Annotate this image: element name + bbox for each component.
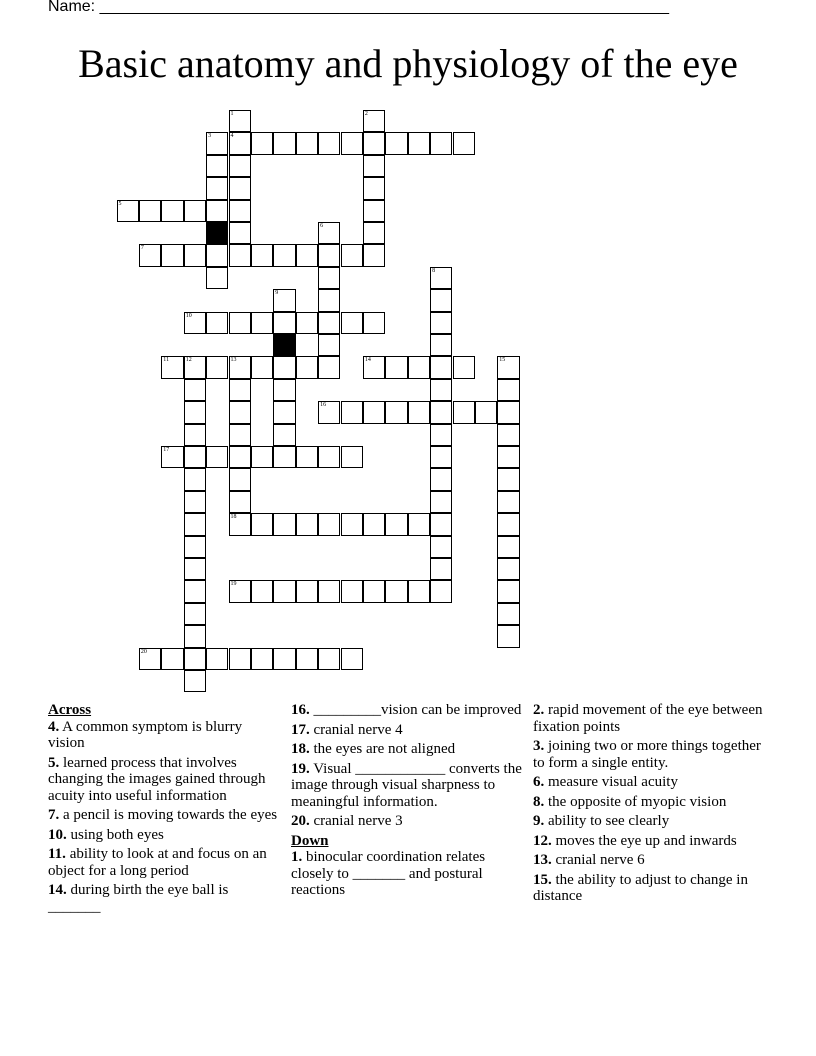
grid-cell[interactable] bbox=[497, 625, 519, 647]
clue-text: cranial nerve 4 bbox=[309, 721, 403, 738]
grid-cell[interactable] bbox=[184, 580, 206, 602]
grid-cell[interactable] bbox=[229, 468, 251, 490]
clue-number: 3. bbox=[533, 738, 545, 754]
grid-cell[interactable] bbox=[229, 401, 251, 423]
grid-cell[interactable] bbox=[318, 289, 340, 311]
grid-cell[interactable] bbox=[363, 222, 385, 244]
grid-cell[interactable] bbox=[206, 312, 228, 334]
grid-cell[interactable] bbox=[385, 132, 407, 154]
cell-number: 4 bbox=[230, 133, 234, 140]
grid-cell[interactable] bbox=[206, 356, 228, 378]
cell-number: 9 bbox=[275, 290, 279, 297]
block-cell bbox=[273, 334, 295, 356]
grid-cell[interactable] bbox=[184, 200, 206, 222]
grid-cell[interactable] bbox=[273, 289, 295, 311]
grid-cell[interactable] bbox=[251, 446, 273, 468]
grid-cell[interactable] bbox=[318, 334, 340, 356]
grid-cell[interactable] bbox=[430, 334, 452, 356]
grid-cell[interactable] bbox=[408, 580, 430, 602]
clue-number: 13. bbox=[533, 852, 552, 868]
grid-cell[interactable] bbox=[341, 648, 363, 670]
clue-item bbox=[48, 846, 280, 879]
grid-cell[interactable] bbox=[251, 244, 273, 266]
across-clue-list bbox=[48, 719, 280, 916]
clue-text: cranial nerve 6 bbox=[551, 852, 645, 868]
clue-number: 2. bbox=[533, 702, 545, 718]
clue-text: moves the eye up and inwards bbox=[551, 832, 737, 849]
grid-cell[interactable] bbox=[184, 670, 206, 692]
grid-cell[interactable] bbox=[430, 379, 452, 401]
clue-number: 5. bbox=[48, 754, 60, 771]
grid-cell[interactable] bbox=[430, 491, 452, 513]
grid-cell[interactable] bbox=[184, 379, 206, 401]
clue-number: 16. bbox=[291, 702, 310, 718]
clue-item bbox=[291, 722, 527, 739]
grid-cell[interactable] bbox=[273, 244, 295, 266]
clue-item bbox=[533, 872, 763, 905]
grid-cell[interactable] bbox=[341, 244, 363, 266]
grid-cell[interactable] bbox=[184, 536, 206, 558]
clue-text: A common symptom is blurry vision bbox=[48, 718, 243, 751]
grid-cell[interactable] bbox=[273, 424, 295, 446]
grid-cell[interactable] bbox=[251, 132, 273, 154]
grid-cell[interactable] bbox=[408, 132, 430, 154]
grid-cell[interactable] bbox=[497, 424, 519, 446]
clue-item bbox=[533, 774, 763, 791]
name-field-label: Name: ________________________________________________________________ bbox=[48, 0, 670, 15]
grid-cell[interactable] bbox=[408, 356, 430, 378]
grid-cell[interactable] bbox=[385, 580, 407, 602]
grid-cell[interactable] bbox=[139, 648, 161, 670]
grid-cell[interactable] bbox=[497, 558, 519, 580]
grid-cell[interactable] bbox=[318, 446, 340, 468]
grid-cell[interactable] bbox=[161, 648, 183, 670]
grid-cell[interactable] bbox=[229, 132, 251, 154]
grid-cell[interactable] bbox=[206, 155, 228, 177]
grid-cell[interactable] bbox=[475, 401, 497, 423]
grid-cell[interactable] bbox=[363, 356, 385, 378]
clue-text: _________vision can be improved bbox=[309, 702, 522, 718]
grid-cell[interactable] bbox=[206, 200, 228, 222]
grid-cell[interactable] bbox=[453, 132, 475, 154]
grid-cell[interactable] bbox=[497, 513, 519, 535]
grid-cell[interactable] bbox=[229, 424, 251, 446]
clue-text: ability to see clearly bbox=[544, 813, 670, 829]
grid-cell[interactable] bbox=[139, 200, 161, 222]
grid-cell[interactable] bbox=[251, 580, 273, 602]
clue-text: the eyes are not aligned bbox=[309, 741, 456, 757]
clue-number: 15. bbox=[533, 871, 552, 888]
grid-cell[interactable] bbox=[430, 312, 452, 334]
grid-cell[interactable] bbox=[363, 580, 385, 602]
grid-cell[interactable] bbox=[184, 244, 206, 266]
grid-cell[interactable] bbox=[363, 200, 385, 222]
grid-cell[interactable] bbox=[184, 356, 206, 378]
page-title: Basic anatomy and physiology of the eye bbox=[78, 41, 738, 86]
across-clue-list-continued bbox=[291, 702, 527, 830]
grid-cell[interactable] bbox=[229, 155, 251, 177]
grid-cell[interactable] bbox=[430, 580, 452, 602]
grid-cell[interactable] bbox=[273, 356, 295, 378]
grid-cell[interactable] bbox=[341, 132, 363, 154]
clue-number: 1. bbox=[291, 849, 303, 865]
grid-cell[interactable] bbox=[363, 513, 385, 535]
grid-cell[interactable] bbox=[184, 625, 206, 647]
clue-number: 9. bbox=[533, 813, 545, 829]
clue-text: cranial nerve 3 bbox=[309, 813, 403, 829]
grid-cell[interactable] bbox=[296, 312, 318, 334]
clue-item bbox=[48, 755, 280, 805]
clue-number: 20. bbox=[291, 813, 310, 829]
grid-cell[interactable] bbox=[497, 491, 519, 513]
grid-cell[interactable] bbox=[497, 446, 519, 468]
grid-cell[interactable] bbox=[229, 513, 251, 535]
grid-cell[interactable] bbox=[341, 580, 363, 602]
grid-cell[interactable] bbox=[497, 580, 519, 602]
grid-cell[interactable] bbox=[273, 446, 295, 468]
cell-number: 2 bbox=[364, 111, 368, 117]
grid-cell[interactable] bbox=[497, 379, 519, 401]
cell-number: 10 bbox=[185, 312, 192, 319]
clue-number: 6. bbox=[533, 774, 545, 790]
grid-cell[interactable] bbox=[206, 446, 228, 468]
grid-cell[interactable] bbox=[296, 356, 318, 378]
grid-cell[interactable] bbox=[497, 356, 519, 378]
grid-cell[interactable] bbox=[184, 312, 206, 334]
grid-cell[interactable] bbox=[318, 244, 340, 266]
clue-number: 19. bbox=[291, 760, 310, 777]
clue-item bbox=[533, 813, 763, 830]
grid-cell[interactable] bbox=[229, 177, 251, 199]
clue-text: joining two or more things together to form a single entity. bbox=[533, 738, 761, 771]
across-heading: Across bbox=[48, 702, 92, 718]
grid-cell[interactable] bbox=[385, 356, 407, 378]
grid-cell[interactable] bbox=[296, 580, 318, 602]
grid-cell[interactable] bbox=[296, 244, 318, 266]
grid-cell[interactable] bbox=[206, 177, 228, 199]
grid-cell[interactable] bbox=[229, 446, 251, 468]
down-clue-list-continued bbox=[533, 702, 763, 905]
clue-item bbox=[48, 807, 280, 824]
grid-cell[interactable] bbox=[184, 603, 206, 625]
grid-cell[interactable] bbox=[184, 558, 206, 580]
grid-cell[interactable] bbox=[206, 648, 228, 670]
clue-item bbox=[291, 813, 527, 830]
grid-cell[interactable] bbox=[363, 177, 385, 199]
grid-cell[interactable] bbox=[229, 379, 251, 401]
grid-cell[interactable] bbox=[318, 312, 340, 334]
cell-number: 1 bbox=[230, 111, 234, 117]
clue-item bbox=[48, 719, 280, 752]
grid-cell[interactable] bbox=[184, 513, 206, 535]
clue-text: using both eyes bbox=[66, 826, 164, 843]
grid-cell[interactable] bbox=[363, 401, 385, 423]
clue-text: during birth the eye ball is _______ bbox=[48, 882, 229, 915]
clue-number: 10. bbox=[48, 826, 67, 843]
grid-cell[interactable] bbox=[161, 356, 183, 378]
cell-number: 12 bbox=[185, 357, 192, 364]
grid-cell[interactable] bbox=[430, 289, 452, 311]
clue-number: 4. bbox=[48, 718, 60, 735]
grid-cell[interactable] bbox=[184, 648, 206, 670]
grid-cell[interactable] bbox=[318, 580, 340, 602]
grid-cell[interactable] bbox=[229, 222, 251, 244]
clue-item bbox=[533, 794, 763, 811]
grid-cell[interactable] bbox=[318, 267, 340, 289]
clue-text: measure visual acuity bbox=[544, 774, 678, 790]
grid-cell[interactable] bbox=[206, 132, 228, 154]
grid-cell[interactable] bbox=[184, 401, 206, 423]
clue-text: Visual ____________ converts the image through visual sharpness to meaningful information. bbox=[291, 760, 522, 810]
clue-number: 8. bbox=[533, 793, 545, 810]
grid-cell[interactable] bbox=[184, 468, 206, 490]
grid-cell[interactable] bbox=[430, 356, 452, 378]
grid-cell[interactable] bbox=[296, 132, 318, 154]
clue-number: 11. bbox=[48, 846, 66, 862]
block-cell bbox=[206, 222, 228, 244]
clue-item bbox=[533, 702, 763, 735]
grid-cell[interactable] bbox=[363, 312, 385, 334]
grid-cell[interactable] bbox=[363, 110, 385, 132]
clue-item bbox=[48, 882, 280, 915]
grid-cell[interactable] bbox=[229, 244, 251, 266]
cell-number: 3 bbox=[208, 133, 212, 140]
clue-number: 17. bbox=[291, 721, 310, 738]
cell-number: 17 bbox=[163, 447, 170, 453]
grid-cell[interactable] bbox=[117, 200, 139, 222]
grid-cell[interactable] bbox=[229, 580, 251, 602]
clue-number: 7. bbox=[48, 807, 60, 823]
grid-cell[interactable] bbox=[273, 580, 295, 602]
clue-text: the ability to adjust to change in distance bbox=[533, 871, 748, 904]
cell-number: 18 bbox=[230, 514, 237, 521]
grid-cell[interactable] bbox=[184, 446, 206, 468]
clue-item bbox=[291, 761, 527, 811]
grid-cell[interactable] bbox=[430, 267, 452, 289]
clue-item bbox=[291, 741, 527, 758]
grid-cell[interactable] bbox=[497, 603, 519, 625]
clue-text: binocular coordination relates closely to _______ and postural reactions bbox=[291, 849, 486, 898]
grid-cell[interactable] bbox=[430, 558, 452, 580]
grid-cell[interactable] bbox=[273, 513, 295, 535]
grid-cell[interactable] bbox=[453, 401, 475, 423]
down-heading: Down bbox=[291, 832, 329, 849]
cell-number: 8 bbox=[432, 267, 436, 274]
clue-item bbox=[533, 852, 763, 869]
grid-cell[interactable] bbox=[385, 513, 407, 535]
grid-cell[interactable] bbox=[497, 401, 519, 423]
grid-cell[interactable] bbox=[408, 401, 430, 423]
cell-number: 11 bbox=[163, 357, 170, 364]
grid-cell[interactable] bbox=[229, 110, 251, 132]
grid-cell[interactable] bbox=[318, 513, 340, 535]
grid-cell[interactable] bbox=[430, 424, 452, 446]
grid-cell[interactable] bbox=[430, 536, 452, 558]
grid-cell[interactable] bbox=[273, 379, 295, 401]
grid-cell[interactable] bbox=[430, 446, 452, 468]
grid-cell[interactable] bbox=[206, 244, 228, 266]
clue-item bbox=[291, 849, 527, 899]
grid-cell[interactable] bbox=[273, 401, 295, 423]
grid-cell[interactable] bbox=[363, 155, 385, 177]
grid-cell[interactable] bbox=[206, 267, 228, 289]
clue-text: a pencil is moving towards the eyes bbox=[59, 807, 278, 823]
grid-cell[interactable] bbox=[273, 312, 295, 334]
grid-cell[interactable] bbox=[453, 356, 475, 378]
cell-number: 15 bbox=[499, 357, 506, 364]
grid-cell[interactable] bbox=[408, 513, 430, 535]
cell-number: 13 bbox=[230, 357, 237, 364]
grid-cell[interactable] bbox=[318, 401, 340, 423]
grid-cell[interactable] bbox=[363, 132, 385, 154]
grid-cell[interactable] bbox=[430, 132, 452, 154]
grid-cell[interactable] bbox=[363, 244, 385, 266]
grid-cell[interactable] bbox=[341, 513, 363, 535]
down-clue-list bbox=[291, 849, 527, 899]
grid-cell[interactable] bbox=[341, 401, 363, 423]
cell-number: 19 bbox=[230, 581, 237, 588]
clues-column-3 bbox=[533, 702, 763, 908]
clue-text: ability to look at and focus on an object for a long period bbox=[48, 846, 267, 879]
grid-cell[interactable] bbox=[318, 356, 340, 378]
cell-number: 6 bbox=[320, 223, 324, 229]
grid-cell[interactable] bbox=[273, 132, 295, 154]
grid-cell[interactable] bbox=[229, 648, 251, 670]
cell-number: 16 bbox=[320, 402, 327, 409]
grid-cell[interactable] bbox=[430, 468, 452, 490]
grid-cell[interactable] bbox=[161, 446, 183, 468]
grid-cell[interactable] bbox=[251, 513, 273, 535]
clue-number: 18. bbox=[291, 741, 310, 757]
cell-number: 20 bbox=[140, 648, 147, 655]
clue-text: rapid movement of the eye between fixation points bbox=[533, 702, 763, 735]
grid-cell[interactable] bbox=[341, 312, 363, 334]
clue-item bbox=[533, 738, 763, 771]
clue-item bbox=[48, 827, 280, 844]
clue-item bbox=[533, 833, 763, 850]
clues-column-1 bbox=[48, 702, 280, 918]
grid-cell[interactable] bbox=[318, 648, 340, 670]
grid-cell[interactable] bbox=[251, 648, 273, 670]
grid-cell[interactable] bbox=[139, 244, 161, 266]
grid-cell[interactable] bbox=[161, 244, 183, 266]
grid-cell[interactable] bbox=[229, 356, 251, 378]
grid-cell[interactable] bbox=[497, 536, 519, 558]
grid-cell[interactable] bbox=[341, 446, 363, 468]
clues-column-2 bbox=[291, 702, 527, 902]
grid-cell[interactable] bbox=[184, 424, 206, 446]
grid-cell[interactable] bbox=[430, 513, 452, 535]
grid-cell[interactable] bbox=[318, 132, 340, 154]
grid-cell[interactable] bbox=[430, 401, 452, 423]
cell-number: 5 bbox=[118, 200, 122, 207]
grid-cell[interactable] bbox=[497, 468, 519, 490]
clue-number: 14. bbox=[48, 882, 67, 898]
grid-cell[interactable] bbox=[296, 648, 318, 670]
cell-number: 7 bbox=[140, 245, 144, 252]
cell-number: 14 bbox=[364, 357, 371, 364]
grid-cell[interactable] bbox=[229, 312, 251, 334]
clue-text: the opposite of myopic vision bbox=[544, 793, 727, 810]
grid-cell[interactable] bbox=[184, 491, 206, 513]
clue-item bbox=[291, 702, 527, 719]
clue-text: learned process that involves changing the images gained through acuity into useful information bbox=[48, 754, 266, 804]
grid-cell[interactable] bbox=[161, 200, 183, 222]
grid-cell[interactable] bbox=[273, 648, 295, 670]
grid-cell[interactable] bbox=[251, 356, 273, 378]
grid-cell[interactable] bbox=[296, 513, 318, 535]
grid-cell[interactable] bbox=[318, 222, 340, 244]
grid-cell[interactable] bbox=[296, 446, 318, 468]
grid-cell[interactable] bbox=[385, 401, 407, 423]
grid-cell[interactable] bbox=[251, 312, 273, 334]
clue-number: 12. bbox=[533, 832, 552, 849]
grid-cell[interactable] bbox=[229, 491, 251, 513]
grid-cell[interactable] bbox=[229, 200, 251, 222]
